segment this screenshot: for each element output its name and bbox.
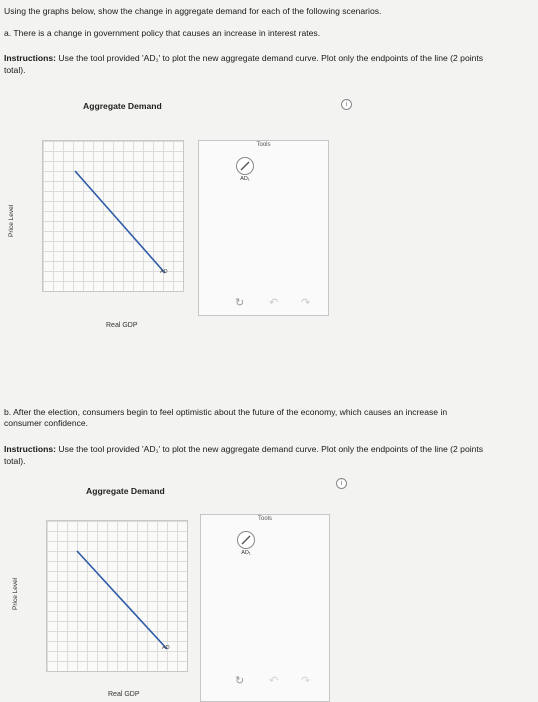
chart-a-xlabel: Real GDP: [106, 322, 138, 329]
tool-a-label: AD₁: [240, 176, 250, 182]
redo-icon[interactable]: ↷: [301, 297, 311, 309]
instructions-b-text: Use the tool provided 'AD₁' to plot the new aggregate demand curve. Plot only the endpoints of the line (2 points: [56, 444, 484, 454]
line-tool-icon[interactable]: [236, 157, 254, 175]
instructions-b: [4, 444, 536, 455]
scenario-a-text: a. There is a change in government policy that causes an increase in interest rates.: [4, 28, 321, 38]
reset-icon[interactable]: ↻: [235, 297, 245, 309]
instructions-a-text: Use the tool provided 'AD₁' to plot the new aggregate demand curve. Plot only the endpoints of the line (2 points: [56, 53, 484, 63]
info-icon[interactable]: i: [336, 478, 347, 489]
ad-curve-b[interactable]: [77, 551, 167, 649]
chart-a-plot-area[interactable]: [42, 140, 184, 292]
instructions-a: [4, 53, 536, 64]
chart-b-ylabel: Price Level: [12, 577, 19, 610]
instructions-a-cont: total).: [4, 65, 26, 75]
info-icon[interactable]: i: [341, 99, 352, 110]
scenario-b-line2: consumer confidence.: [4, 418, 89, 428]
ad-curve-b-label: AD: [162, 645, 170, 651]
chart-b-plot-area[interactable]: [46, 520, 188, 672]
tools-panel-b: [200, 514, 330, 702]
chart-b-title: Aggregate Demand: [86, 486, 165, 496]
instructions-b-label: Instructions:: [4, 444, 57, 454]
tools-panel-a: [198, 140, 329, 316]
redo-icon[interactable]: ↷: [301, 675, 311, 687]
scenario-b-line1: b. After the election, consumers begin to feel optimistic about the future of the economy, which causes an increase in: [4, 407, 448, 417]
chart-a-title: Aggregate Demand: [83, 101, 162, 111]
chart-a-ylabel: Price Level: [8, 204, 15, 237]
tool-b-label: AD₁: [241, 550, 251, 556]
reset-icon[interactable]: ↻: [235, 675, 245, 687]
line-tool-icon[interactable]: [237, 531, 255, 549]
chart-b-xlabel: Real GDP: [108, 691, 140, 698]
instructions-a-label: Instructions:: [4, 53, 57, 63]
ad-curve-a-label: AD: [160, 269, 168, 275]
undo-icon[interactable]: ↶: [269, 675, 279, 687]
tools-a-title: Tools: [256, 142, 271, 148]
intro-text: Using the graphs below, show the change in aggregate demand for each of the following scenarios.: [4, 6, 382, 16]
instructions-b-cont: total).: [4, 456, 26, 466]
undo-icon[interactable]: ↶: [269, 297, 279, 309]
tools-b-title: Tools: [257, 516, 272, 522]
ad-curve-a[interactable]: [75, 171, 165, 273]
